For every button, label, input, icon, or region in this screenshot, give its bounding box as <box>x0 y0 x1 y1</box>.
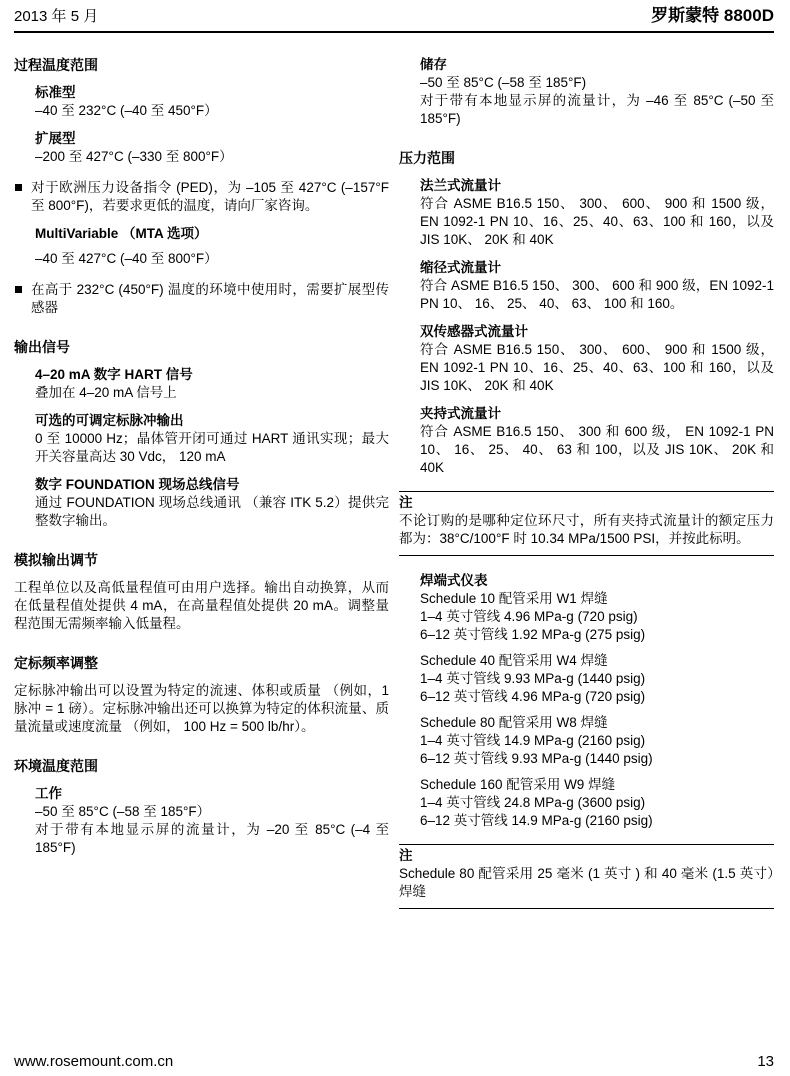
spec-weld-end <box>420 572 774 830</box>
note-text: 不论订购的是哪种定位环尺寸，所有夹持式流量计的额定压力都为：38°C/100°F 时 10.34 MPa/1500 PSI，并按此标明。 <box>399 513 774 546</box>
weld-line: 1–4 英寸管线 4.96 MPa-g (720 psig) <box>420 609 638 624</box>
weld-schedule-group <box>420 652 774 706</box>
spec-value-line: –50 至 85°C (–58 至 185°F） <box>35 804 211 819</box>
weld-line: Schedule 10 配管采用 W1 焊缝 <box>420 591 608 606</box>
section-heading-pressure-range: 压力范围 <box>399 150 455 166</box>
spec-title: 扩展型 <box>35 131 76 146</box>
right-column <box>399 56 774 925</box>
page-number: 13 <box>757 1053 774 1070</box>
weld-line: 6–12 英寸管线 14.9 MPa-g (2160 psig) <box>420 813 653 828</box>
spec-title: MultiVariable （MTA 选项） <box>35 226 208 241</box>
spec-title: 夹持式流量计 <box>420 406 501 421</box>
spec-value: 叠加在 4–20 mA 信号上 <box>35 385 177 400</box>
left-column <box>14 56 389 925</box>
weld-schedule-group <box>420 590 774 644</box>
spec-pulse-output <box>35 412 389 466</box>
page-footer <box>14 1053 774 1070</box>
bullet-item-ped <box>14 179 389 215</box>
spec-storage-temp <box>420 56 774 128</box>
weld-line: 1–4 英寸管线 9.93 MPa-g (1440 psig) <box>420 671 646 686</box>
bullet-square-icon <box>15 286 22 293</box>
weld-line: 6–12 英寸管线 1.92 MPa-g (275 psig) <box>420 627 646 642</box>
spec-value: 符合 ASME B16.5 150、 300 和 600 级， EN 1092-1 PN 10、 16、 25、 40、 63 和 100，以及 JIS 10K、 20K 和 40K <box>420 424 774 475</box>
spec-extended-type <box>35 130 389 166</box>
weld-line: 6–12 英寸管线 9.93 MPa-g (1440 psig) <box>420 751 653 766</box>
spec-value: 符合 ASME B16.5 150、 300、 600、 900 和 1500 级，EN 1092-1 PN 10、16、25、40、63、100 和 160，以及 JIS 10K、 20K 和 40K <box>420 342 774 393</box>
spec-wafer-meter <box>420 405 774 477</box>
spec-value: 符合 ASME B16.5 150、 300、 600 和 900 级，EN 1092-1 PN 10、 16、 25、 40、 63、 100 和 160。 <box>420 278 774 311</box>
page-header <box>14 0 774 33</box>
weld-schedule-group <box>420 714 774 768</box>
bullet-square-icon <box>15 184 22 191</box>
spec-title: 可选的可调定标脉冲输出 <box>35 413 184 428</box>
spec-value-line: 对于带有本地显示屏的流量计，为 –46 至 85°C (–50 至 185°F) <box>420 93 774 126</box>
section-heading-scaled-freq: 定标频率调整 <box>14 655 98 671</box>
spec-title: 工作 <box>35 786 62 801</box>
spec-value: –40 至 232°C (–40 至 450°F） <box>35 103 218 118</box>
spec-title: 数字 FOUNDATION 现场总线信号 <box>35 477 240 492</box>
spec-dual-sensor-meter <box>420 323 774 395</box>
spec-flanged-meter <box>420 177 774 249</box>
section-heading-analog-adjust: 模拟输出调节 <box>14 552 98 568</box>
spec-title: 缩径式流量计 <box>420 260 501 275</box>
spec-title: 双传感器式流量计 <box>420 324 528 339</box>
spec-title: 焊端式仪表 <box>420 573 488 588</box>
product-title: 罗斯蒙特 8800D <box>651 6 774 25</box>
bullet-text: 在高于 232°C (450°F) 温度的环境中使用时，需要扩展型传感器 <box>31 282 389 315</box>
section-heading-ambient-temp: 环境温度范围 <box>14 758 98 774</box>
paragraph-scaled-freq: 定标脉冲输出可以设置为特定的流速、体积或质量 （例如，1 脉冲 = 1 磅）。定标脉冲输出还可以换算为特定的体积流量、质量流量或速度流量 （例如， 100 Hz = 500 lb/hr）。 <box>14 683 389 734</box>
footer-url: www.rosemount.com.cn <box>14 1053 174 1070</box>
spec-value: 0 至 10000 Hz；晶体管开闭可通过 HART 通讯实现；最大开关容量高达 30 Vdc， 120 mA <box>35 431 389 464</box>
spec-title: 标准型 <box>35 85 76 100</box>
weld-line: 6–12 英寸管线 4.96 MPa-g (720 psig) <box>420 689 646 704</box>
weld-line: Schedule 40 配管采用 W4 焊缝 <box>420 653 608 668</box>
weld-schedule-group <box>420 776 774 830</box>
weld-line: 1–4 英寸管线 24.8 MPa-g (3600 psig) <box>420 795 646 810</box>
spec-title: 4–20 mA 数字 HART 信号 <box>35 367 193 382</box>
bullet-text: 对于欧洲压力设备指令 (PED)，为 –105 至 427°C (–157°F 至 800°F)，若要求更低的温度，请向厂家咨询。 <box>31 180 389 213</box>
section-heading-process-temp: 过程温度范围 <box>14 57 98 73</box>
document-body <box>14 33 774 925</box>
spec-multivariable <box>35 225 389 268</box>
spec-title: 储存 <box>420 57 447 72</box>
note-block-schedule80 <box>399 844 774 909</box>
note-label: 注 <box>399 848 413 863</box>
spec-value: –40 至 427°C (–40 至 800°F） <box>35 251 218 266</box>
note-text: Schedule 80 配管采用 25 毫米 (1 英寸 ) 和 40 毫米 (1.5 英寸）焊缝 <box>399 866 774 899</box>
spec-standard-type <box>35 84 389 120</box>
page-date: 2013 年 5 月 <box>14 8 99 25</box>
weld-line: Schedule 160 配管采用 W9 焊缝 <box>420 777 616 792</box>
spec-fieldbus-signal <box>35 476 389 530</box>
section-heading-output-signal: 输出信号 <box>14 339 70 355</box>
spec-value: 通过 FOUNDATION 现场总线通讯 （兼容 ITK 5.2）提供完整数字输出。 <box>35 495 389 528</box>
bullet-item-high-temp <box>14 281 389 317</box>
spec-value-line: 对于带有本地显示屏的流量计，为 –20 至 85°C (–4 至 185°F) <box>35 822 389 855</box>
paragraph-analog-adjust: 工程单位以及高低量程值可由用户选择。输出自动换算，从而在低量程值处提供 4 mA，在高量程值处提供 20 mA。调整量程范围无需频率输入低量程。 <box>14 580 389 631</box>
spec-operating-temp <box>35 785 389 857</box>
spec-value: 符合 ASME B16.5 150、 300、 600、 900 和 1500 级，EN 1092-1 PN 10、16、25、40、63、100 和 160，以及 JIS 10K、 20K 和 40K <box>420 196 774 247</box>
spec-title: 法兰式流量计 <box>420 178 501 193</box>
note-block-wafer-rating <box>399 491 774 556</box>
weld-line: 1–4 英寸管线 14.9 MPa-g (2160 psig) <box>420 733 646 748</box>
spec-value-line: –50 至 85°C (–58 至 185°F) <box>420 75 587 90</box>
spec-value: –200 至 427°C (–330 至 800°F） <box>35 149 233 164</box>
spec-reducer-meter <box>420 259 774 313</box>
weld-line: Schedule 80 配管采用 W8 焊缝 <box>420 715 608 730</box>
note-label: 注 <box>399 495 413 510</box>
spec-hart-signal <box>35 366 389 402</box>
